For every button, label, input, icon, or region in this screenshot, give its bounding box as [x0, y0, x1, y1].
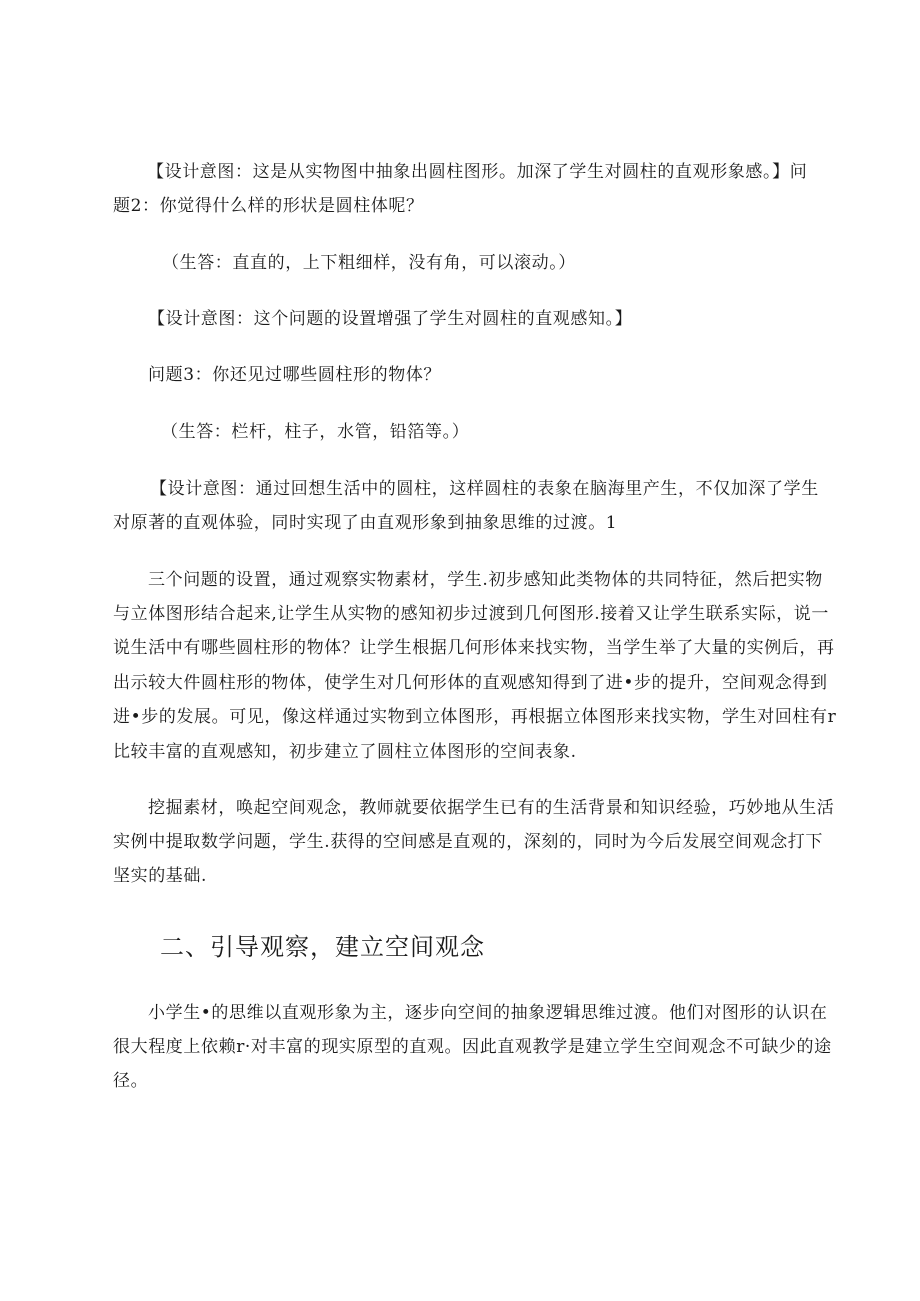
paragraph-three-questions-line-3: 说生活中有哪些圆柱形的物体？让学生根据几何形体来找实物，当学生举了大量的实例后，再	[113, 638, 835, 658]
paragraph-design-intent-1-line-1: 【设计意图：这是从实物图中抽象出圆柱图形。加深了学生对圆柱的直观形象感。】问	[147, 162, 808, 182]
paragraph-design-intent-3-line-1: 【设计意图：通过回想生活中的圆柱，这样圆柱的表象在脑海里产生，不仅加深了学生	[150, 479, 819, 499]
paragraph-design-intent-3-line-2: 对原著的直观体验，同时实现了由直观形象到抽象思维的过渡。1	[113, 513, 618, 533]
student-answer-2: （生答：栏杆，柱子，水管，铅箔等。）	[161, 422, 470, 442]
paragraph-explore-material-line-3: 坚实的基础.	[113, 866, 208, 886]
student-answer-1: （生答：直直的，上下粗细样，没有角，可以滚动。）	[162, 253, 576, 273]
paragraph-three-questions-line-4: 出示较大件圆柱形的物体，使学生对几何形体的直观感知得到了进•步的提升，空间观念得到	[113, 673, 828, 693]
paragraph-explore-material-line-2: 实例中提取数学问题，学生.获得的空间感是直观的，深刻的，同时为今后发展空间观念打下	[113, 832, 824, 852]
question-3: 问题3：你还见过哪些圆柱形的物体？	[148, 365, 442, 385]
paragraph-three-questions-line-1: 三个问题的设置，通过观察实物素材，学生.初步感知此类物体的共同特征，然后把实物	[148, 570, 823, 590]
paragraph-three-questions-line-5: 进•步的发展。可见，像这样通过实物到立体图形，再根据立体图形来找实物，学生对回柱有r	[113, 707, 837, 727]
paragraph-three-questions-line-6: 比较丰富的直观感知，初步建立了圆柱立体图形的空间表象.	[113, 742, 577, 762]
paragraph-pupils-thinking-line-2: 很大程度上依赖r·对丰富的现实原型的直观。因此直观教学是建立学生空间观念不可缺少的途	[113, 1037, 832, 1057]
paragraph-design-intent-1-line-2: 题2：你觉得什么样的形状是圆柱体呢？	[113, 196, 424, 216]
paragraph-design-intent-2: 【设计意图：这个问题的设置增强了学生对圆柱的直观感知。】	[148, 309, 633, 329]
paragraph-pupils-thinking-line-1: 小学生•的思维以直观形象为主，逐步向空间的抽象逻辑思维过渡。他们对图形的认识在	[148, 1003, 828, 1023]
paragraph-explore-material-line-1: 挖掘素材，唤起空间观念，教师就要依据学生已有的生活背景和知识经验，巧妙地从生活	[148, 798, 835, 818]
paragraph-pupils-thinking-line-3: 径。	[113, 1071, 149, 1091]
paragraph-three-questions-line-2: 与立体图形结合起来,让学生从实物的感知初步过渡到几何图形.接着又让学生联系实际，说一	[113, 604, 830, 624]
section-heading: 二、引导观察，建立空间观念	[160, 933, 485, 961]
